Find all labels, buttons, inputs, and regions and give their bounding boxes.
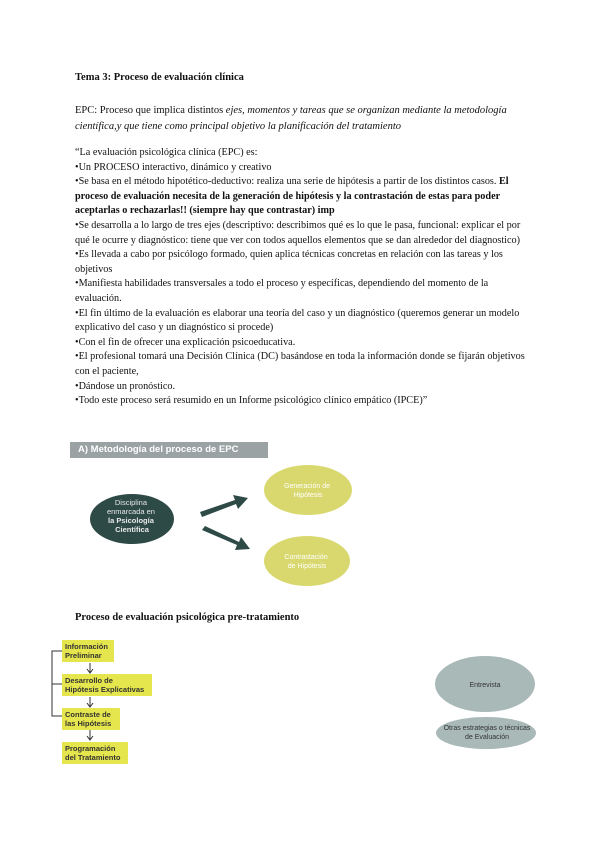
node-contrast-line-1: de Hipótesis (287, 563, 327, 570)
step-hypothesis-development-line-1: Hipótesis Explicativas (65, 685, 145, 694)
node-contrast (264, 536, 350, 586)
node-generation (264, 465, 352, 515)
paragraph-1: •Un PROCESO interactivo, dinámico y creativo (75, 161, 272, 173)
paragraph-3: •Se desarrolla a lo largo de tres ejes (descriptivo: describimos qué es lo que le pasa, funcional: explicar el por qué le ocurre y diagnóstico: tiene que ver con todos aquellos elementos que se dan alrededor del diagnostico) (75, 219, 521, 246)
center-node-line-2: la Psicología (108, 516, 154, 525)
paragraph-0: “La evaluación psicológica clínica (EPC) es: (75, 147, 258, 158)
center-node-line-3: Científica (115, 525, 149, 534)
intro-italic: ejes, momentos y tareas que se organizan mediante la metodología científica,y que tiene como principal objetivo la planificación del tratamiento (75, 105, 507, 132)
intro-paragraph (75, 103, 515, 134)
step-treatment-programming-line-1: del Tratamiento (65, 753, 121, 762)
step-treatment-programming (62, 742, 128, 764)
step-hypothesis-contrast (62, 708, 120, 730)
step-hypothesis-development (62, 674, 152, 696)
other-strategies-label: Otras estrategias o técnicas de Evaluación (443, 725, 531, 741)
methodology-banner: A) Metodología del proceso de EPC (70, 442, 268, 458)
paragraph-9: •Dándose un pronóstico. (75, 380, 176, 392)
step-hypothesis-contrast-line-1: las Hipótesis (65, 719, 112, 728)
arrow-1-icon (87, 663, 93, 673)
center-node-line-0: Disciplina (114, 498, 148, 507)
paragraph-7: •Con el fin de ofrecer una explicación psicoeducativa. (75, 336, 296, 348)
step-information (62, 640, 114, 662)
paragraph-4: •Es llevada a cabo por psicólogo formado, quien aplica técnicas concretas en relación con las tareas y los objetivos (75, 249, 503, 275)
arrow-2-icon (87, 697, 93, 707)
node-generation-line-0: Generación de (284, 483, 330, 490)
interview-label: Entrevista (469, 682, 501, 689)
step-information-line-1: Preliminar (65, 651, 102, 660)
node-contrast-line-0: Contrastación (284, 554, 328, 561)
step-treatment-programming-line-0: Programación (65, 744, 116, 753)
paragraph-10: •Todo este proceso será resumido en un Informe psicológico clínico empático (IPCE)” (75, 395, 428, 407)
step-hypothesis-contrast-line-0: Contraste de (65, 710, 111, 719)
paragraph-8: •El profesional tomará una Decisión Clínica (DC) basándose en toda la información donde se fijarán objetivos con el paciente, (75, 351, 525, 377)
step-information-line-0: Información (65, 642, 108, 651)
node-generation-line-1: Hipótesis (293, 492, 323, 499)
pretreatment-title: Proceso de evaluación psicológica pre-tratamiento (75, 612, 300, 623)
epc-definition (75, 146, 530, 409)
step-hypothesis-development-line-0: Desarrollo de (65, 676, 113, 685)
paragraph-6: •El fin último de la evaluación es elaborar una teoría del caso y un diagnóstico (queremos generar un modelo explicativo del caso y un diagnóstico si procede) (75, 307, 520, 334)
paragraph-2 (75, 175, 530, 219)
arrow-down-icon (202, 526, 250, 550)
paragraph-2-bold: El proceso de evaluación necesita de la generación de hipótesis y la contrastación de estas para poder aceptarlas o rechazarlas!! (siempre hay que contrastar) imp (75, 176, 509, 217)
paragraph-5: •Manifiesta habilidades transversales a todo el proceso y específicas, dependiendo del momento de la evaluación. (75, 278, 489, 304)
page-title: Tema 3: Proceso de evaluación clínica (75, 72, 244, 83)
paragraph-2-text: •Se basa en el método hipotético-deductivo: realiza una serie de hipótesis a partir de los distintos casos. (75, 176, 499, 188)
arrow-up-icon (200, 495, 248, 517)
center-node-line-1: enmarcada en (106, 507, 155, 516)
arrow-3-icon (87, 730, 93, 740)
methodology-diagram (70, 460, 370, 590)
intro-plain: EPC: Proceso que implica distintos (75, 105, 226, 116)
